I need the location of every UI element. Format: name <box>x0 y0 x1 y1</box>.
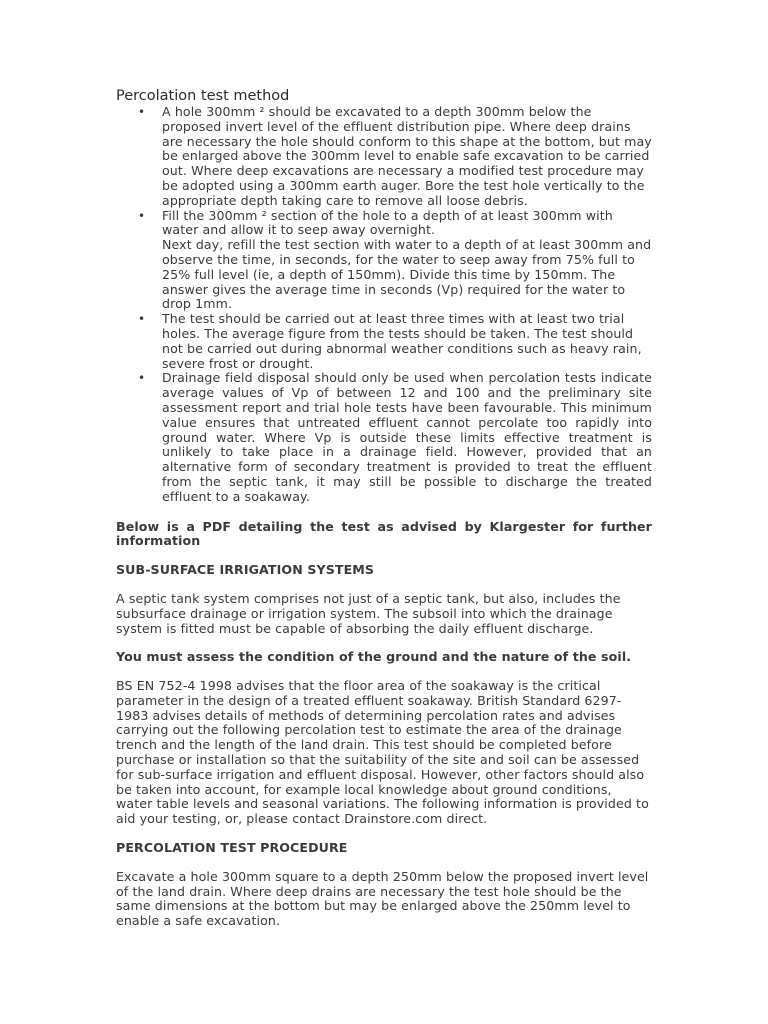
irrigation-body: A septic tank system comprises not just of a septic tank, but also, includes the subsurface drainage or irrigation system. The subsoil into which the drainage system is fitted must be capable of absorbing the daily effluent discharge. <box>116 590 621 636</box>
list-item <box>138 207 652 313</box>
bs-paragraph: BS EN 752-4 1998 advises that the floor area of the soakaway is the critical parameter in the design of a treated effluent soakaway. British Standard 6297-1983 advises details of methods of determining percolation rates and advises carrying out the following percolation test to estimate the area of the drainage trench and the length of the land drain. This test should be completed before purchase or installation so that the suitability of the site and soil can be assessed for sub-surface irrigation and effluent disposal. However, other factors should also be taken into account, for example local knowledge about ground conditions, water table levels and seasonal variations. The following information is provided to aid your testing, or, please contact Drainstore.com direct. <box>116 678 649 827</box>
list-item-text: Drainage field disposal should only be used when percolation tests indicate average values of Vp of between 12 and 100 and the preliminary site assessment report and trial hole tests have been favourable. This minimum value ensures that untreated effluent cannot percolate too rapidly into ground water. Where Vp is outside these limits effective treatment is unlikely to take place in a drainage field. However, provided that an alternative form of secondary treatment is provided to treat the effluent from the septic tank, it may still be possible to discharge the treated effluent to a soakaway. <box>162 370 652 504</box>
irrigation-heading: SUB-SURFACE IRRIGATION SYSTEMS <box>116 562 375 578</box>
list-item-text: Fill the 300mm ² section of the hole to a depth of at least 300mm with water and allow it to seep away overnight. <box>162 207 613 238</box>
assess-note: You must assess the condition of the ground and the nature of the soil. <box>116 649 632 665</box>
method-bullet-list <box>116 105 652 505</box>
pdf-note: Below is a PDF detailing the test as advised by Klargester for further information <box>116 518 652 549</box>
page-title: Percolation test method <box>116 88 290 104</box>
list-item-continuation: Next day, refill the test section with water to a depth of at least 300mm and observe the time, in seconds, for the water to seep away from 75% full to 25% full level (ie, a depth of 150mm). Divide this time by 150mm. The answer gives the average time in seconds (Vp) required for the water to drop 1mm. <box>162 237 652 312</box>
list-item <box>138 104 652 209</box>
procedure-heading: PERCOLATION TEST PROCEDURE <box>116 840 348 856</box>
list-item-text: A hole 300mm ² should be excavated to a depth 300mm below the proposed invert level of the effluent distribution pipe. Where deep drains are necessary the hole should conform to this shape at the bottom, but may be enlarged above the 300mm level to enable safe excavation to be carried out. Where deep excavations are necessary a modified test procedure may be adopted using a 300mm earth auger. Bore the test hole vertically to the appropriate depth taking care to remove all loose debris. <box>162 104 652 208</box>
list-item <box>138 311 652 371</box>
bullet-icon: • <box>138 371 146 386</box>
procedure-body: Excavate a hole 300mm square to a depth 250mm below the proposed invert level of the land drain. Where deep drains are necessary the test hole should be the same dimensions at the bottom but may be enlarged above the 250mm level to enable a safe excavation. <box>116 868 649 929</box>
bullet-icon: • <box>138 312 146 327</box>
list-item <box>138 370 652 504</box>
bullet-icon: • <box>138 208 146 223</box>
document-page <box>116 87 652 929</box>
list-item-text: The test should be carried out at least three times with at least two trial holes. The average figure from the tests should be taken. The test should not be carried out during abnormal weather conditions such as heavy rain, severe frost or drought. <box>162 311 642 371</box>
bullet-icon: • <box>138 105 146 119</box>
